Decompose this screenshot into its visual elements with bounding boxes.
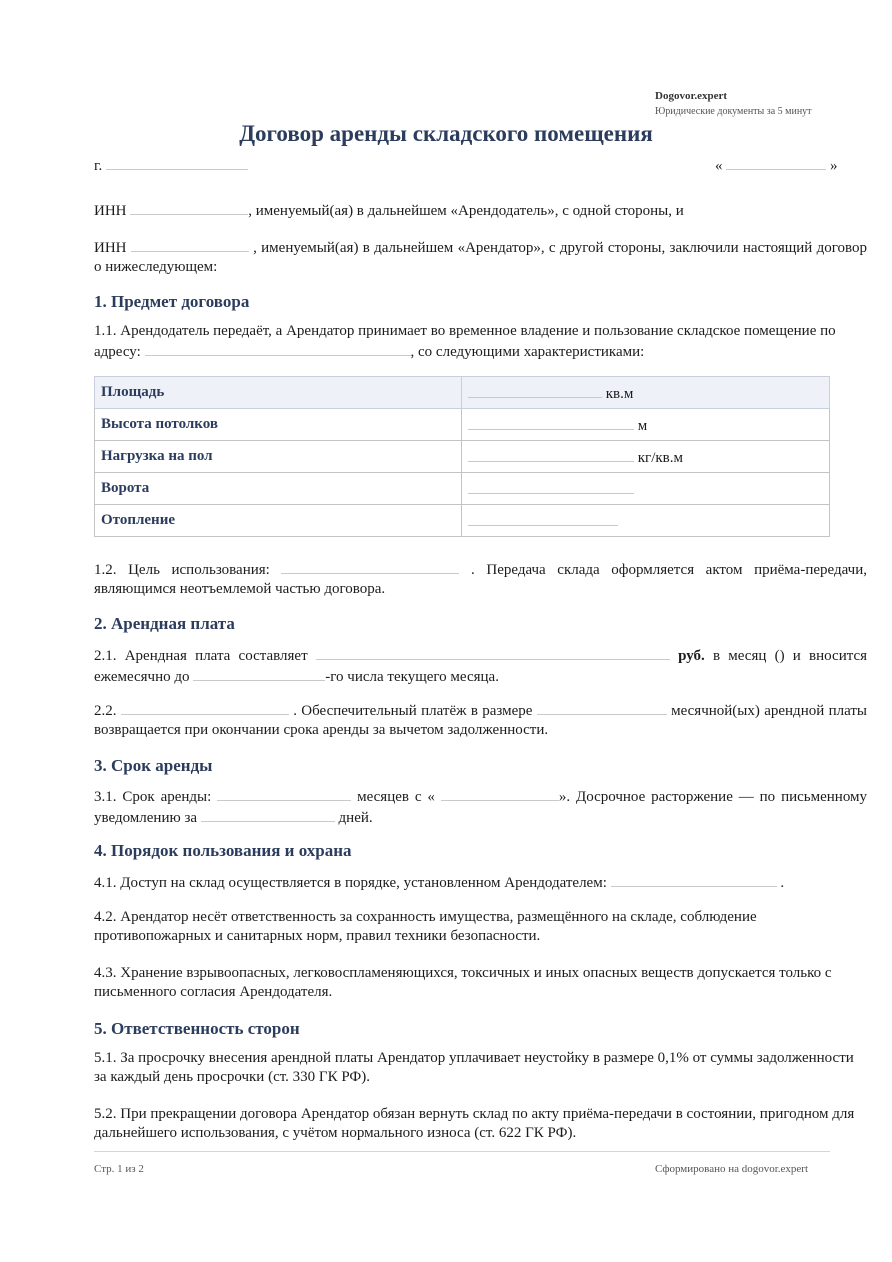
spec-value-cell xyxy=(462,505,830,537)
specs-table xyxy=(94,376,830,537)
access-order-field[interactable] xyxy=(611,872,777,887)
clause-1-2-text: 1.2. Цель использования: xyxy=(94,562,270,578)
spec-height-field[interactable] xyxy=(468,415,634,430)
clause-2-2-tail: месячной(ых) арендной платы возвращается при окончании срока аренды за вычетом задолженности. xyxy=(94,703,867,738)
spec-unit: м xyxy=(637,417,648,434)
section-1-heading: 1. Предмет договора xyxy=(94,292,250,311)
brand-name: Dogovor.expert xyxy=(655,90,727,102)
notice-days-field[interactable] xyxy=(201,807,335,822)
term-months-field[interactable] xyxy=(217,786,351,801)
clause-1-1-text: 1.1. Арендодатель передаёт, а Арендатор принимает во временное владение и пользование складское помещение по адресу: xyxy=(94,323,836,360)
rub-label: руб. xyxy=(678,648,705,664)
brand-tagline: Юридические документы за 5 минут xyxy=(655,106,812,117)
spec-load-field[interactable] xyxy=(468,447,634,462)
city-line xyxy=(94,155,248,176)
clause-1-1 xyxy=(94,322,867,362)
tenant-text: , именуемый(ая) в дальнейшем «Арендатор», с другой стороны, заключили настоящий договор о нижеследующем: xyxy=(94,240,868,275)
clause-3-1-mid2: ». Досрочное расторжение — по письменному уведомлению за xyxy=(94,789,868,826)
deposit-field[interactable] xyxy=(537,700,667,715)
specs-row xyxy=(95,377,830,409)
clause-2-2 xyxy=(94,700,867,740)
spec-gates-field[interactable] xyxy=(468,479,634,494)
brand-block xyxy=(655,89,875,119)
spec-unit: кг/кв.м xyxy=(637,449,683,466)
clause-2-1-tail: -го числа текущего месяца. xyxy=(325,669,499,685)
city-prefix: г. xyxy=(94,158,103,174)
tenant-inn-label: ИНН xyxy=(94,240,127,256)
clause-5-1: 5.1. За просрочку внесения арендной платы Арендатор уплачивает неустойку в размере 0,1% от суммы задолженности за каждый день просрочки (ст. 330 ГК РФ). xyxy=(94,1050,854,1085)
clause-3-1-text: 3.1. Срок аренды: xyxy=(94,789,212,805)
document-title: Договор аренды складского помещения xyxy=(239,121,653,146)
clause-3-1-mid: месяцев с « xyxy=(357,789,435,805)
clause-4-1 xyxy=(94,872,867,893)
term-start-field[interactable] xyxy=(441,786,559,801)
spec-heating-field[interactable] xyxy=(468,511,618,526)
date-quote-close: » xyxy=(830,158,838,174)
clause-2-2-text: . Обеспечительный платёж в размере xyxy=(293,703,533,719)
clause-2-1 xyxy=(94,645,867,687)
city-field[interactable] xyxy=(106,155,248,170)
payment-day-field[interactable] xyxy=(193,666,325,681)
spec-label: Высота потолков xyxy=(95,409,462,441)
clause-4-2: 4.2. Арендатор несёт ответственность за сохранность имущества, размещённого на складе, соблюдение противопожарных и санитарных норм, правил техники безопасности. xyxy=(94,909,757,944)
spec-area-field[interactable] xyxy=(468,383,602,398)
party-landlord xyxy=(94,200,867,221)
tenant-inn-field[interactable] xyxy=(131,237,249,252)
section-3-heading: 3. Срок аренды xyxy=(94,756,213,775)
clause-3-1 xyxy=(94,786,867,828)
rent-amount-field[interactable] xyxy=(316,645,670,660)
clause-3-1-tail: дней. xyxy=(338,810,373,826)
specs-row xyxy=(95,441,830,473)
spec-value-cell xyxy=(462,441,830,473)
date-quote-open: « xyxy=(715,158,723,174)
clause-4-1-tail: . xyxy=(780,875,785,891)
spec-label: Нагрузка на пол xyxy=(95,441,462,473)
party-tenant xyxy=(94,237,867,277)
specs-row xyxy=(95,409,830,441)
date-line xyxy=(715,155,838,176)
generated-note: Сформировано на dogovor.expert xyxy=(655,1163,809,1175)
spec-value-cell xyxy=(462,409,830,441)
clause-1-1-tail: , со следующими характеристиками: xyxy=(410,344,645,360)
spec-label: Площадь xyxy=(95,377,462,409)
landlord-text: , именуемый(ая) в дальнейшем «Арендодатель», с одной стороны, и xyxy=(248,203,684,219)
spec-label: Ворота xyxy=(95,473,462,505)
section-4-heading: 4. Порядок пользования и охрана xyxy=(94,841,352,860)
footer-divider xyxy=(94,1151,830,1152)
clause-4-3: 4.3. Хранение взрывоопасных, легковоспламеняющихся, токсичных и иных опасных веществ допускается только с письменного согласия Арендодателя. xyxy=(94,965,832,1000)
clause-2-2-num: 2.2. xyxy=(94,703,117,719)
section-5-heading: 5. Ответственность сторон xyxy=(94,1019,300,1038)
clause-1-2 xyxy=(94,559,867,599)
specs-row xyxy=(95,505,830,537)
spec-value-cell xyxy=(462,377,830,409)
spec-label: Отопление xyxy=(95,505,462,537)
landlord-inn-label: ИНН xyxy=(94,203,127,219)
clause-2-1-text: 2.1. Арендная плата составляет xyxy=(94,648,308,664)
date-field[interactable] xyxy=(726,155,826,170)
section-2-heading: 2. Арендная плата xyxy=(94,614,235,633)
spec-unit: кв.м xyxy=(605,385,634,402)
clause-1-2-tail: . Передача склада оформляется актом приёма-передачи, являющимся неотъемлемой частью договора. xyxy=(94,562,867,597)
purpose-field[interactable] xyxy=(281,559,459,574)
clause-2-1-mid: в месяц () и вносится ежемесячно до xyxy=(94,648,868,685)
address-field[interactable] xyxy=(145,341,411,356)
clause-2-2-field[interactable] xyxy=(121,700,289,715)
clause-4-1-text: 4.1. Доступ на склад осуществляется в порядке, установленном Арендодателем: xyxy=(94,875,607,891)
landlord-inn-field[interactable] xyxy=(130,200,248,215)
page-number: Стр. 1 из 2 xyxy=(94,1163,144,1175)
spec-value-cell xyxy=(462,473,830,505)
clause-5-2: 5.2. При прекращении договора Арендатор обязан вернуть склад по акту приёма-передачи в состоянии, пригодном для дальнейшего использования, с учётом нормального износа (ст. 622 ГК РФ). xyxy=(94,1106,855,1141)
specs-row xyxy=(95,473,830,505)
